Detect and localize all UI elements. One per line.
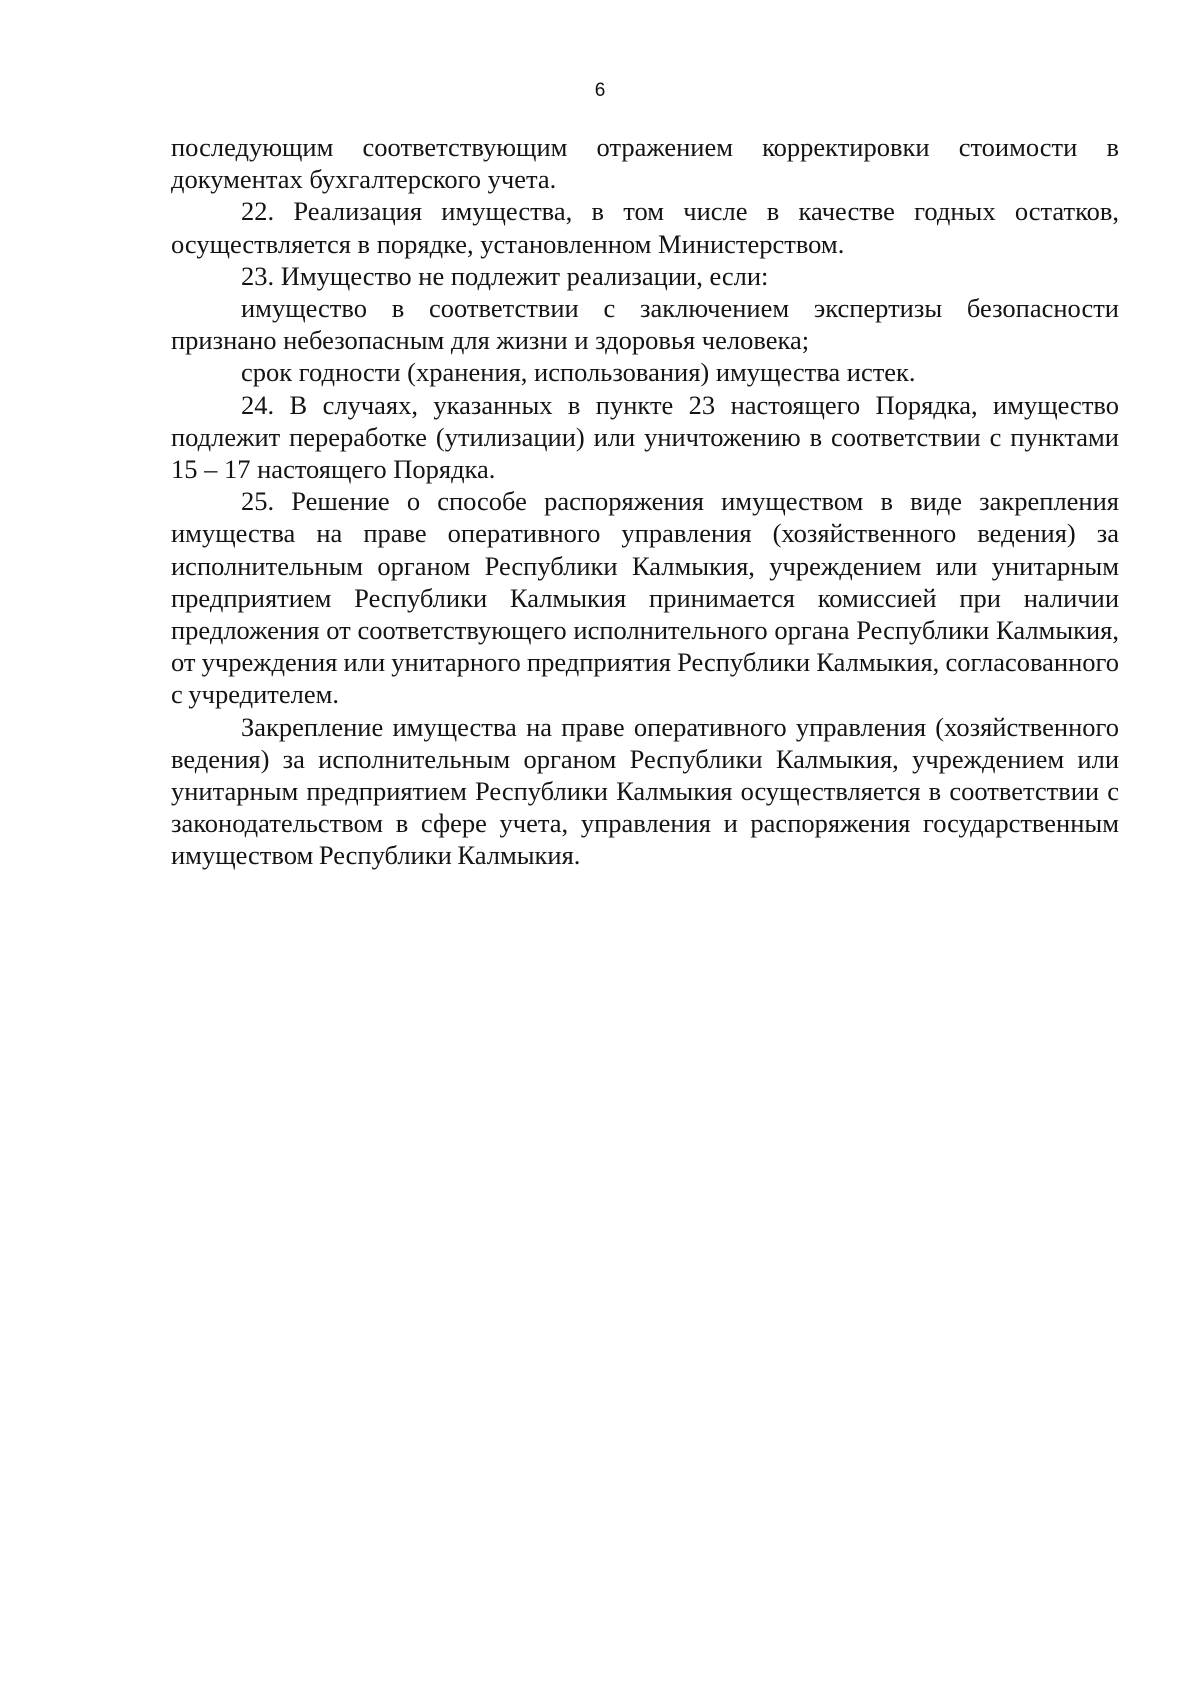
paragraph-24: 24. В случаях, указанных в пункте 23 настоящего Порядка, имущество подлежит переработке (утилизации) или уничтожению в соответствии с пунктами 15 – 17 настоящего Порядка. bbox=[171, 389, 1119, 485]
paragraph-23-condition-2: срок годности (хранения, использования) имущества истек. bbox=[241, 357, 916, 388]
paragraph-23: 23. Имущество не подлежит реализации, если: bbox=[241, 260, 769, 291]
paragraph-25-continuation: Закрепление имущества на праве оперативного управления (хозяйственного ведения) за исполнительным органом Республики Калмыкия, учреждением или унитарным предприятием Республики Калмыкия осуществляется в соответствии с законодательством в сфере учета, управления и распоряжения государственным имуществом Республики Калмыкия. bbox=[171, 711, 1119, 871]
document-body bbox=[171, 131, 1119, 872]
paragraph-25: 25. Решение о способе распоряжения имуществом в виде закрепления имущества на праве оперативного управления (хозяйственного ведения) за исполнительным органом Республики Калмыкия, учреждением или унитарным предприятием Республики Калмыкия принимается комиссией при наличии предложения от соответствующего исполнительного органа Республики Калмыкия, от учреждения или унитарного предприятия Республики Калмыкия, согласованного с учредителем. bbox=[171, 486, 1119, 710]
page-number: 6 bbox=[594, 80, 606, 101]
paragraph-22: 22. Реализация имущества, в том числе в качестве годных остатков, осуществляется в порядке, установленном Министерством. bbox=[171, 196, 1119, 259]
paragraph-continuation: последующим соответствующим отражением корректировки стоимости в документах бухгалтерского учета. bbox=[171, 132, 1119, 195]
paragraph-23-condition-1: имущество в соответствии с заключением экспертизы безопасности признано небезопасным для жизни и здоровья человека; bbox=[171, 293, 1119, 356]
